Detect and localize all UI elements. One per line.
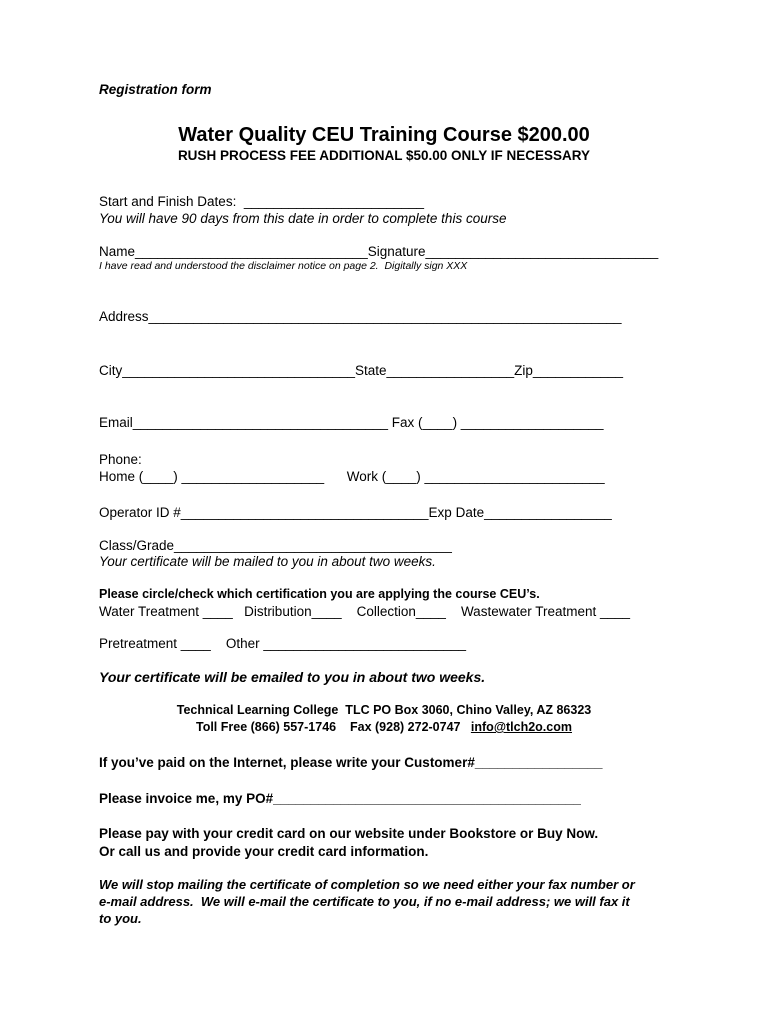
dates-note: You will have 90 days from this date in order to complete this course [99,211,507,226]
certification-options-row1[interactable]: Water Treatment ____ Distribution____ Collection____ Wastewater Treatment ____ [99,604,631,619]
college-email-link[interactable]: info@tlch2o.com [470,720,572,734]
form-label: Registration form [99,82,212,97]
disclaimer-note: I have read and understood the disclaimer notice on page 2. Digitally sign XXX [99,260,468,272]
course-title: Water Quality CEU Training Course $200.00 [178,124,590,146]
college-address: Technical Learning College TLC PO Box 3060, Chino Valley, AZ 86323 [176,703,592,717]
email-fax-field[interactable]: Email__________________________________ Fax (____) ___________________ [99,415,604,430]
credit-card-line2: Or call us and provide your credit card information. [99,844,429,859]
certification-options-row2[interactable]: Pretreatment ____ Other ___________________________ [99,636,467,651]
class-grade-field[interactable]: Class/Grade_____________________________________ [99,538,452,553]
address-field[interactable]: Address_______________________________________________________________ [99,309,622,324]
customer-number-field[interactable]: If you’ve paid on the Internet, please write your Customer#_________________ [99,755,603,770]
college-phones: Toll Free (866) 557-1746 Fax (928) 272-0747 [195,720,471,734]
operator-id-field[interactable]: Operator ID #_________________________________Exp Date_________________ [99,505,612,520]
start-finish-dates-field[interactable]: Start and Finish Dates: ________________________ [99,194,425,209]
email-certificate-note: Your certificate will be emailed to you in about two weeks. [99,669,486,685]
phone-label: Phone: [99,452,142,467]
city-state-zip-field[interactable]: City_______________________________State_________________Zip____________ [99,363,624,378]
closing-line2: e-mail address. We will e-mail the certificate to you, if no e-mail address; we will fax it [99,894,630,909]
certification-instruction: Please circle/check which certification you are applying the course CEU’s. [99,587,540,601]
college-contact [0,721,768,734]
closing-line1: We will stop mailing the certificate of completion so we need either your fax number or [99,877,635,892]
rush-fee-subtitle: RUSH PROCESS FEE ADDITIONAL $50.00 ONLY IF NECESSARY [177,148,591,163]
closing-line3: to you. [99,911,142,926]
credit-card-line1: Please pay with your credit card on our website under Bookstore or Buy Now. [99,826,599,841]
mail-note: Your certificate will be mailed to you in about two weeks. [99,554,436,569]
po-invoice-field[interactable]: Please invoice me, my PO#_________________________________________ [99,791,581,806]
home-work-phone-field[interactable]: Home (____) ___________________ Work (____) ________________________ [99,469,605,484]
name-signature-field[interactable]: Name_______________________________Signature_______________________________ [99,244,659,259]
